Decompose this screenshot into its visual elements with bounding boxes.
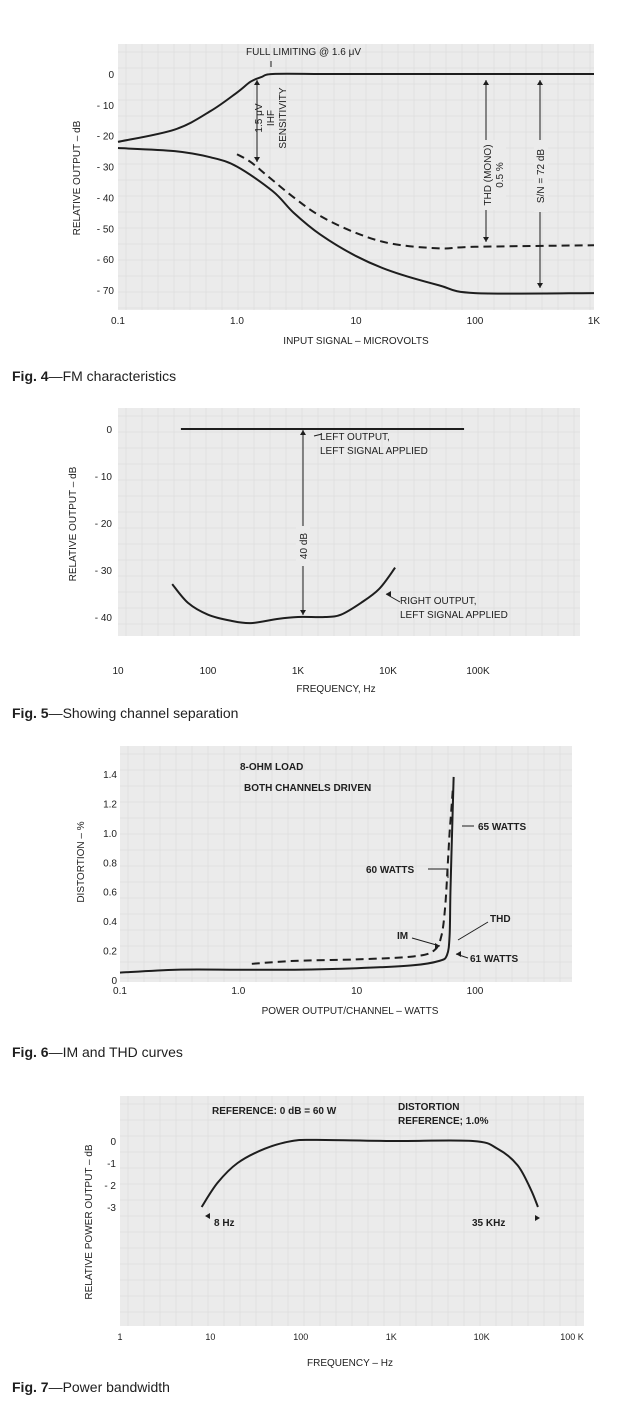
fig5-y-tick-label: - 10 [94, 472, 112, 483]
fig6-caption-text: —IM and THD curves [48, 1044, 183, 1060]
fig7-annotation-distortion: DISTORTION [398, 1102, 460, 1113]
fig5-x-tick-label: 10 [112, 666, 124, 677]
fig5-y-tick-label: - 30 [94, 566, 112, 577]
fig7-annotation-distortion-ref: REFERENCE; 1.0% [398, 1116, 489, 1127]
fig7-caption-number: Fig. 7 [12, 1379, 49, 1395]
fig6-y-tick-label: 1.2 [103, 799, 117, 811]
fig6-annotation-61-watts: 61 WATTS [470, 954, 519, 965]
fig7-caption-text: —Power bandwidth [48, 1379, 170, 1395]
fig6-y-tick-label: 1.0 [103, 828, 117, 840]
fig4-x-axis-label: INPUT SIGNAL – MICROVOLTS [283, 336, 429, 347]
fig5-y-tick-label: - 20 [94, 519, 112, 530]
fig5-y-tick-label: 0 [106, 425, 112, 436]
fig4-annotation-full-limiting: FULL LIMITING @ 1.6 μV [246, 47, 362, 58]
fig6-annotation-load: 8-OHM LOAD [240, 762, 304, 773]
fig7-x-tick-label: 100 K [560, 1332, 584, 1342]
fig4-annotation-sensitivity: 1.5 μV [254, 103, 265, 133]
fig7-x-tick-label: 1K [385, 1332, 397, 1342]
fig5-annotation-left-signal: LEFT SIGNAL APPLIED [320, 446, 428, 457]
fig4-x-tick-label: 1K [587, 316, 601, 327]
fig4-y-tick-label: 0 [108, 70, 114, 81]
fig4-y-tick-label: - 10 [96, 100, 114, 112]
fig5-x-tick-label: 10K [379, 666, 397, 677]
fig4-y-tick-label: - 70 [96, 286, 114, 297]
fig4-y-tick-label: - 30 [96, 162, 114, 174]
fig7-x-tick-label: 10 [205, 1332, 216, 1342]
fig4-y-tick-label: - 20 [96, 131, 114, 143]
fig7-y-tick-label: 0 [110, 1137, 116, 1148]
fig5-caption-number: Fig. 5 [12, 705, 49, 721]
fig4-x-tick-label: 10 [350, 316, 362, 327]
fig4-annotation-ihf: IHF [266, 109, 277, 127]
fig6-annotation-60-watts: 60 WATTS [366, 865, 415, 876]
fig5-x-tick-label: 100K [466, 666, 490, 677]
fig4-annotation-thd-value: 0.5 % [495, 162, 506, 188]
fig6-x-tick-label: 100 [466, 986, 484, 997]
fig4-x-tick-label: 100 [466, 316, 484, 327]
fig5-annotation-right-signal: LEFT SIGNAL APPLIED [400, 610, 508, 621]
fig4-y-axis-label: RELATIVE OUTPUT – dB [72, 120, 83, 236]
fig7-y-axis-label: RELATIVE POWER OUTPUT – dB [84, 1144, 95, 1300]
fig5-x-tick-label: 100 [199, 666, 217, 677]
fig7-annotation-reference: REFERENCE: 0 dB = 60 W [212, 1106, 337, 1117]
fig5-caption-text: —Showing channel separation [48, 705, 239, 721]
fig5-annotation-right-output: RIGHT OUTPUT, [400, 596, 477, 607]
fig6-annotation-driven: BOTH CHANNELS DRIVEN [244, 783, 372, 794]
fig5-y-axis-label: RELATIVE OUTPUT – dB [68, 466, 79, 582]
fig6-y-tick-label: 0.2 [103, 946, 117, 958]
fig5-y-tick-label: - 40 [94, 613, 112, 624]
fig6-annotation-im: IM [397, 931, 409, 942]
fig4-y-tick-label: - 50 [96, 224, 114, 236]
fig5-annotation-sep: 40 dB [299, 532, 310, 560]
fig4-y-tick-label: - 60 [96, 255, 114, 267]
fig6-x-tick-label: 0.1 [113, 986, 127, 997]
fig4-annotation-thd: THD (MONO) [483, 144, 494, 206]
fig6-y-axis-label: DISTORTION – % [76, 821, 87, 903]
fig5-x-axis-label: FREQUENCY, Hz [296, 684, 376, 695]
fig4-caption-text: —FM characteristics [48, 368, 177, 384]
fig6-annotation-thd: THD [490, 914, 511, 925]
fig6-y-tick-label: 0 [111, 976, 117, 987]
fig4-x-tick-label: 0.1 [111, 316, 125, 327]
fig6-x-tick-label: 10 [351, 986, 363, 997]
fig4-caption-number: Fig. 4 [12, 368, 49, 384]
fig6-annotation-65-watts: 65 WATTS [478, 822, 527, 833]
fig6-caption-number: Fig. 6 [12, 1044, 49, 1060]
fig7-x-tick-label: 100 [293, 1332, 309, 1342]
fig7-caption [12, 1379, 170, 1395]
fig7-x-axis-label: FREQUENCY – Hz [307, 1358, 393, 1369]
fig4-annotation-sensitivity-word: SENSITIVITY [278, 87, 289, 149]
fig4-y-tick-label: - 40 [96, 193, 114, 205]
fig6-x-tick-label: 1.0 [231, 986, 246, 997]
fig6-y-tick-label: 0.4 [103, 917, 117, 929]
fig7-annotation-35khz: 35 KHz [472, 1218, 506, 1229]
fig6-y-tick-label: 1.4 [103, 770, 117, 781]
fig7-y-tick-label: -3 [107, 1203, 116, 1214]
fig7-annotation-8hz: 8 Hz [214, 1218, 235, 1229]
fig5-x-tick-label: 1K [291, 666, 305, 677]
fig6-y-tick-label: 0.6 [103, 887, 117, 899]
fig7-y-tick-label: -1 [107, 1159, 116, 1170]
fig4-x-tick-label: 1.0 [230, 316, 244, 327]
fig7-x-tick-label: 10K [473, 1332, 490, 1342]
fig7-y-tick-label: - 2 [104, 1181, 116, 1192]
fig7-x-tick-label: 1 [117, 1332, 123, 1342]
fig4-annotation-sn: S/N = 72 dB [536, 148, 547, 204]
fig6-y-tick-label: 0.8 [103, 858, 117, 870]
fig5-annotation-left-output: LEFT OUTPUT, [320, 432, 390, 443]
fig6-x-axis-label: POWER OUTPUT/CHANNEL – WATTS [261, 1006, 439, 1017]
